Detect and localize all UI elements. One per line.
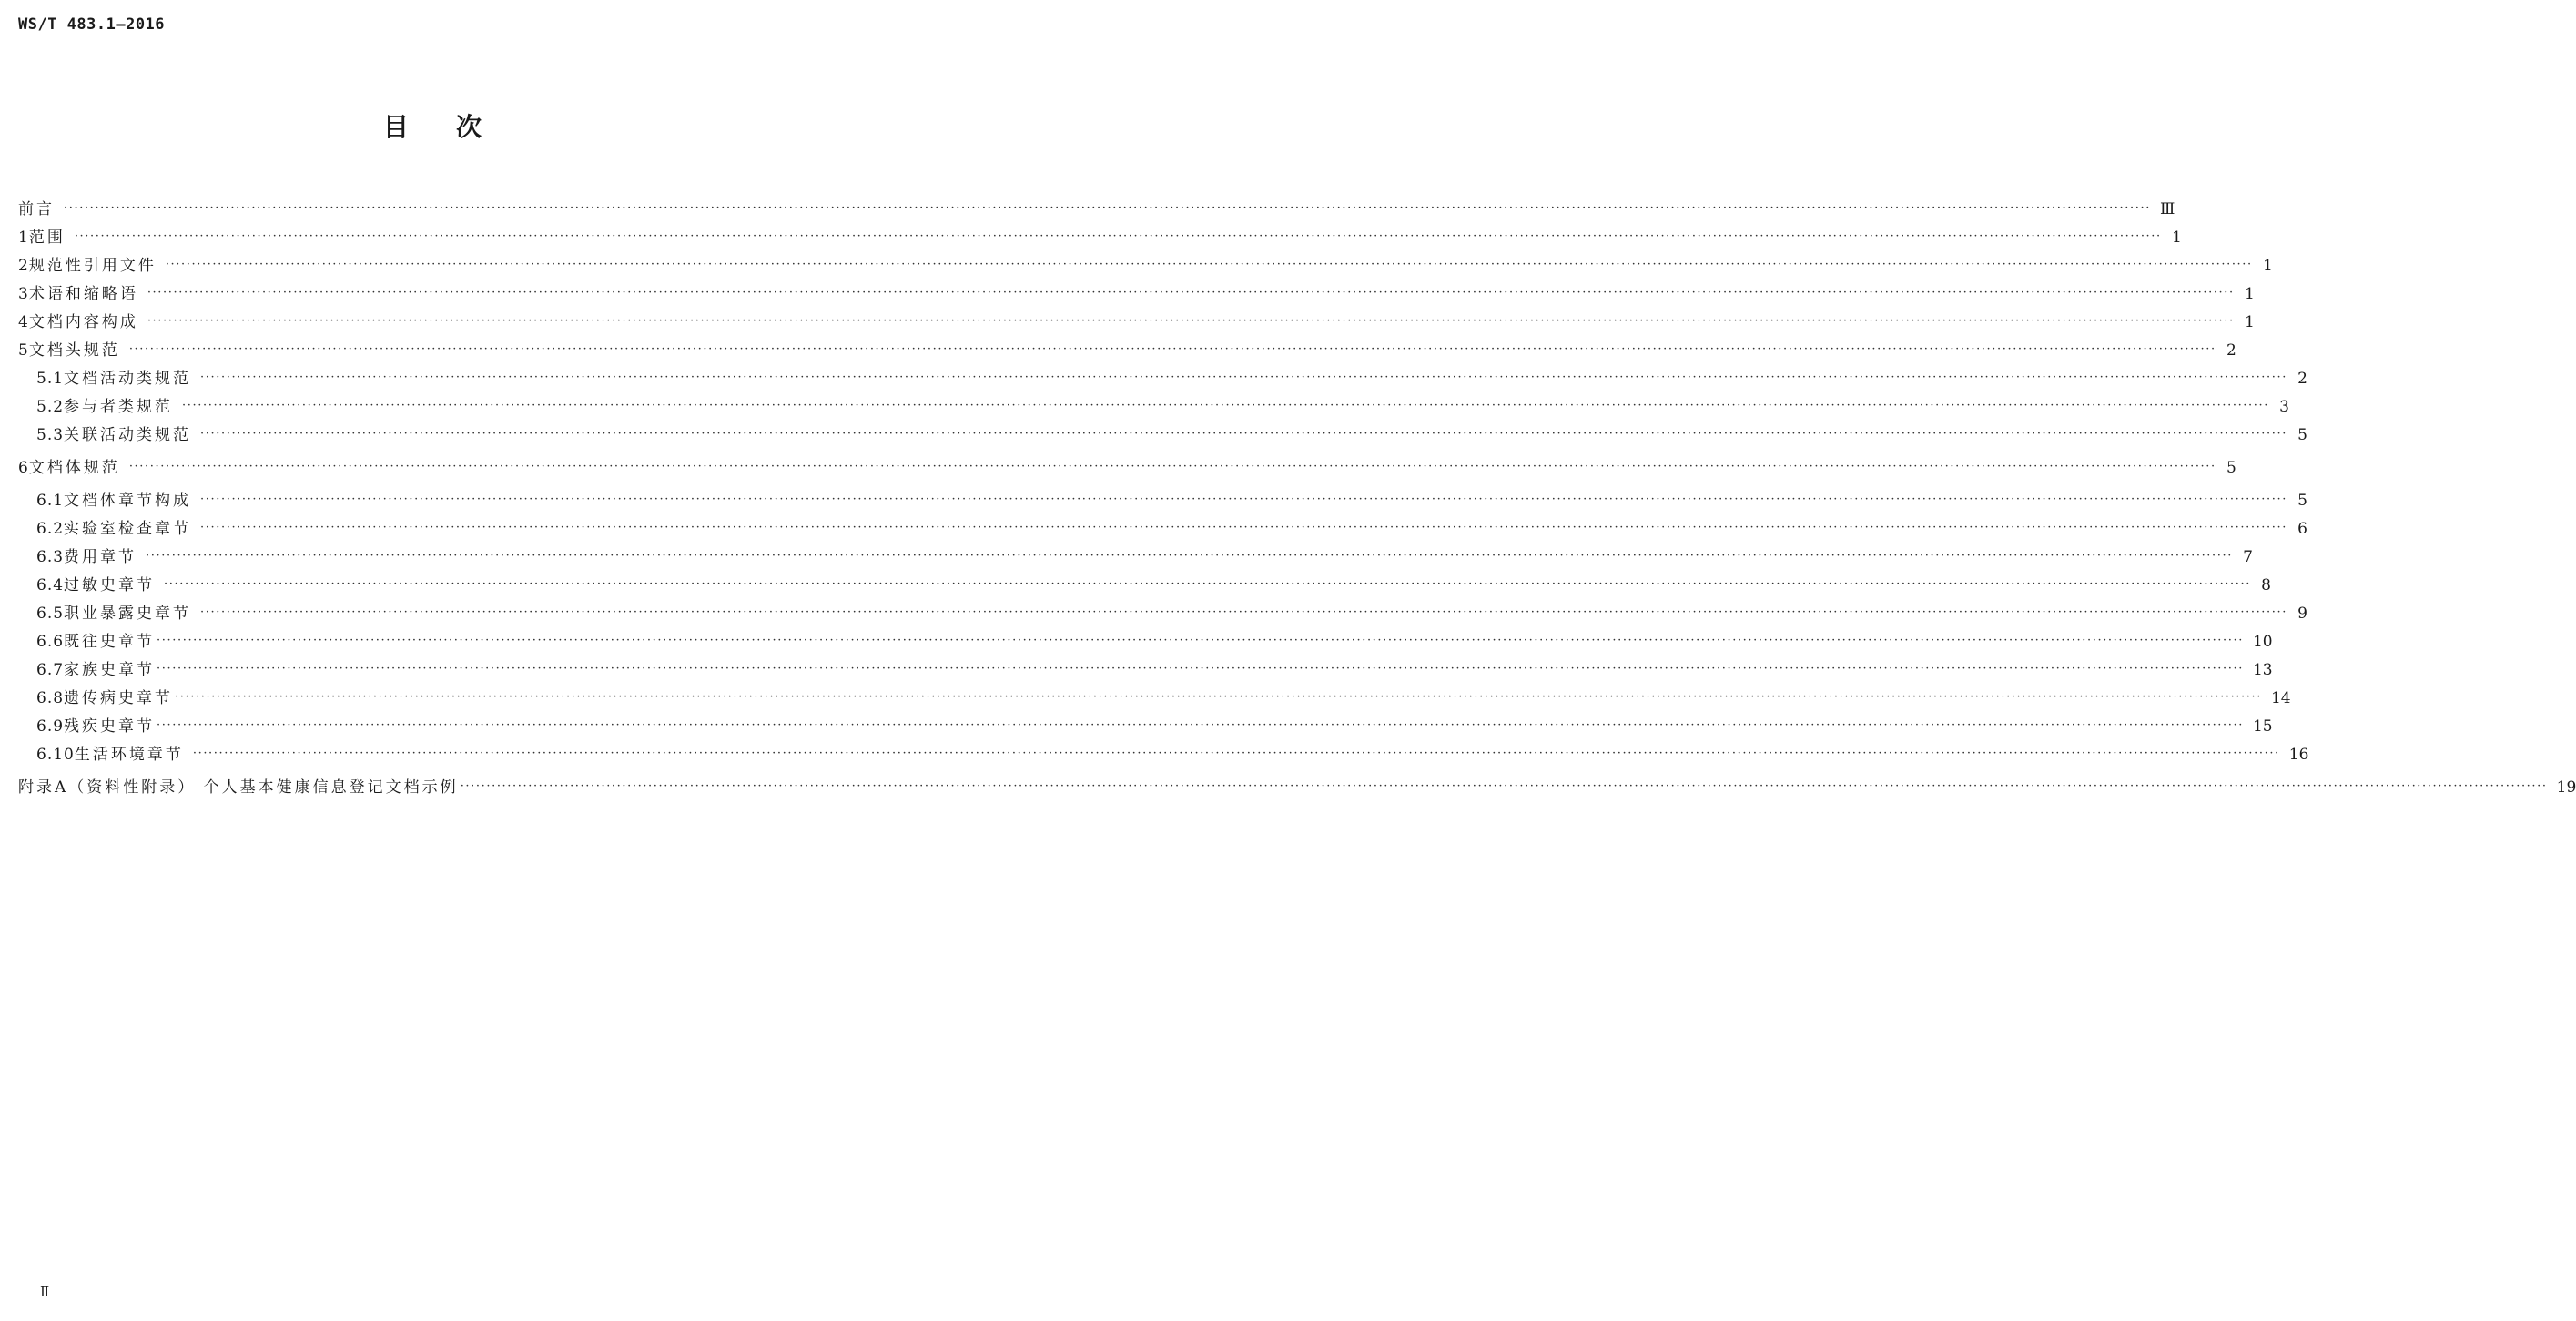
toc-entry-label: 文档体规范 <box>28 459 120 477</box>
toc-entry-label: 残疾史章节 <box>64 717 156 736</box>
toc-entry-page: 13 <box>2252 661 2273 679</box>
toc-entry-label: 费用章节 <box>64 548 137 566</box>
toc-entry[interactable] <box>18 457 2236 479</box>
toc-entry-page: 15 <box>2252 717 2273 736</box>
toc-entry-label: 遗传病史章节 <box>64 689 174 707</box>
toc-entry-number: 5.3 <box>36 426 65 444</box>
toc-entry-page: 1 <box>2262 257 2273 275</box>
toc-entry-number: 3 <box>18 285 29 303</box>
toc-entry-page: 2 <box>2226 341 2236 360</box>
toc-entry-label: 术语和缩略语 <box>28 285 138 303</box>
toc-leader-dots: ················································································································································································································································································································································································································ <box>64 201 2151 215</box>
toc-entry-number: 2 <box>18 257 29 275</box>
toc-leader-dots: ················································································································································································································································································································································································································ <box>128 342 2216 356</box>
toc-entry-page: 1 <box>2244 285 2255 303</box>
toc-entry-label: 过敏史章节 <box>64 576 156 594</box>
toc-leader-dots: ················································································································································································································································································································································································································ <box>128 460 2216 473</box>
toc-entry[interactable] <box>18 311 2255 333</box>
toc-entry-label: 规范性引用文件 <box>28 257 157 275</box>
toc-entry[interactable] <box>36 603 2307 625</box>
toc-entry-number: 6.5 <box>36 605 65 623</box>
toc-entry[interactable] <box>36 368 2307 390</box>
toc-leader-dots: ················································································································································································································································································································································································································ <box>192 747 2280 760</box>
toc-entry-label: 附录A（资料性附录） 个人基本健康信息登记文档示例 <box>18 778 459 797</box>
toc-entry[interactable] <box>36 518 2307 540</box>
toc-entry[interactable] <box>36 744 2309 766</box>
toc-entry-number: 6.6 <box>36 633 65 651</box>
toc-entry-page: 19 <box>2556 778 2576 797</box>
toc-entry-label: 职业暴露史章节 <box>64 605 192 623</box>
toc-entry[interactable] <box>36 546 2253 568</box>
toc-leader-dots: ················································································································································································································································································································································································································ <box>157 634 2244 647</box>
toc-entry-page: 14 <box>2270 689 2291 707</box>
toc-entry-number: 5.2 <box>36 398 65 416</box>
toc-entry-page: 9 <box>2297 605 2307 623</box>
toc-entry-page: 1 <box>2244 313 2255 331</box>
toc-entry[interactable] <box>36 574 2271 596</box>
toc-entry-page: 8 <box>2261 576 2271 594</box>
toc-entry-page: 10 <box>2252 633 2273 651</box>
toc-entry-label: 文档内容构成 <box>28 313 138 331</box>
toc-entry-label: 文档活动类规范 <box>64 370 192 388</box>
toc-leader-dots: ················································································································································································································································································································································································································ <box>200 605 2287 619</box>
toc-entry-page: 1 <box>2171 229 2182 247</box>
toc-leader-dots: ················································································································································································································································································································································································································ <box>74 229 2162 243</box>
toc-entry[interactable] <box>18 283 2255 305</box>
toc-entry-label: 文档体章节构成 <box>64 492 192 510</box>
toc-leader-dots: ················································································································································································································································································································································································································ <box>164 577 2251 591</box>
toc-entry-number: 6.8 <box>36 689 65 707</box>
toc-entry[interactable] <box>18 777 2576 798</box>
toc-entry-page: 2 <box>2297 370 2307 388</box>
toc-leader-dots: ················································································································································································································································································································································································································ <box>200 371 2287 384</box>
toc-entry-label: 家族史章节 <box>64 661 156 679</box>
toc-entry[interactable] <box>18 340 2236 361</box>
toc-entry-label: 范围 <box>28 229 66 247</box>
toc-leader-dots: ················································································································································································································································································································································································································ <box>157 718 2244 732</box>
toc-leader-dots: ················································································································································································································································································································································································································ <box>200 493 2287 506</box>
toc-leader-dots: ················································································································································································································································································································································································································ <box>460 779 2548 793</box>
toc-entry-number: 5 <box>18 341 29 360</box>
toc-entry[interactable] <box>36 490 2307 512</box>
toc-entry-number: 5.1 <box>36 370 65 388</box>
toc-entry[interactable] <box>36 687 2291 709</box>
toc-entry-label: 实验室检查章节 <box>64 520 192 538</box>
toc-entry-label: 文档头规范 <box>28 341 120 360</box>
toc-leader-dots: ················································································································································································································································································································································································································ <box>165 258 2253 271</box>
toc-entry-page: 5 <box>2297 426 2307 444</box>
toc-entry-page: Ⅲ <box>2159 200 2175 218</box>
toc-entry-number: 6 <box>18 459 29 477</box>
toc-entry-page: 5 <box>2226 459 2236 477</box>
toc-entry-page: 5 <box>2297 492 2307 510</box>
toc-leader-dots: ················································································································································································································································································································································································································ <box>182 399 2269 412</box>
toc-entry-number: 6.1 <box>36 492 65 510</box>
toc-entry-label: 关联活动类规范 <box>64 426 192 444</box>
toc-entry-label: 前言 <box>18 200 55 218</box>
toc-entry[interactable] <box>18 255 2273 277</box>
toc-leader-dots: ················································································································································································································································································································································································································ <box>146 549 2233 563</box>
toc-entry-number: 4 <box>18 313 29 331</box>
toc-entry[interactable] <box>36 659 2273 681</box>
toc-leader-dots: ················································································································································································································································································································································································································ <box>157 662 2244 676</box>
toc-entry-page: 6 <box>2297 520 2307 538</box>
toc-entry[interactable] <box>36 631 2273 653</box>
toc-entry-number: 6.3 <box>36 548 65 566</box>
toc-entry-number: 6.7 <box>36 661 65 679</box>
toc-leader-dots: ················································································································································································································································································································································································································ <box>147 286 2235 300</box>
toc-entry-number: 6.4 <box>36 576 65 594</box>
toc-entry[interactable] <box>18 198 2175 220</box>
toc-entry-page: 16 <box>2288 746 2309 764</box>
toc-entry-page: 7 <box>2243 548 2253 566</box>
toc-leader-dots: ················································································································································································································································································································································································································ <box>200 521 2287 534</box>
toc-entry-number: 6.2 <box>36 520 65 538</box>
toc-entry-number: 1 <box>18 229 29 247</box>
page-number: Ⅱ <box>40 1284 50 1300</box>
toc-entry-label: 生活环境章节 <box>74 746 184 764</box>
toc-leader-dots: ················································································································································································································································································································································································································ <box>175 690 2262 704</box>
toc-entry-label: 参与者类规范 <box>64 398 174 416</box>
toc-entry-page: 3 <box>2279 398 2289 416</box>
toc-leader-dots: ················································································································································································································································································································································································································ <box>147 314 2235 328</box>
toc-entry-number: 6.10 <box>36 746 75 764</box>
toc-entry[interactable] <box>36 424 2307 446</box>
toc-entry-number: 6.9 <box>36 717 65 736</box>
toc-leader-dots: ················································································································································································································································································································································································································ <box>200 427 2287 441</box>
toc-entry[interactable] <box>18 227 2182 249</box>
page-title: 目次 <box>382 112 529 142</box>
toc-entry[interactable] <box>36 716 2273 737</box>
toc-entry[interactable] <box>36 396 2289 418</box>
toc-entry-label: 既往史章节 <box>64 633 156 651</box>
standard-code: WS/T 483.1—2016 <box>18 15 166 34</box>
